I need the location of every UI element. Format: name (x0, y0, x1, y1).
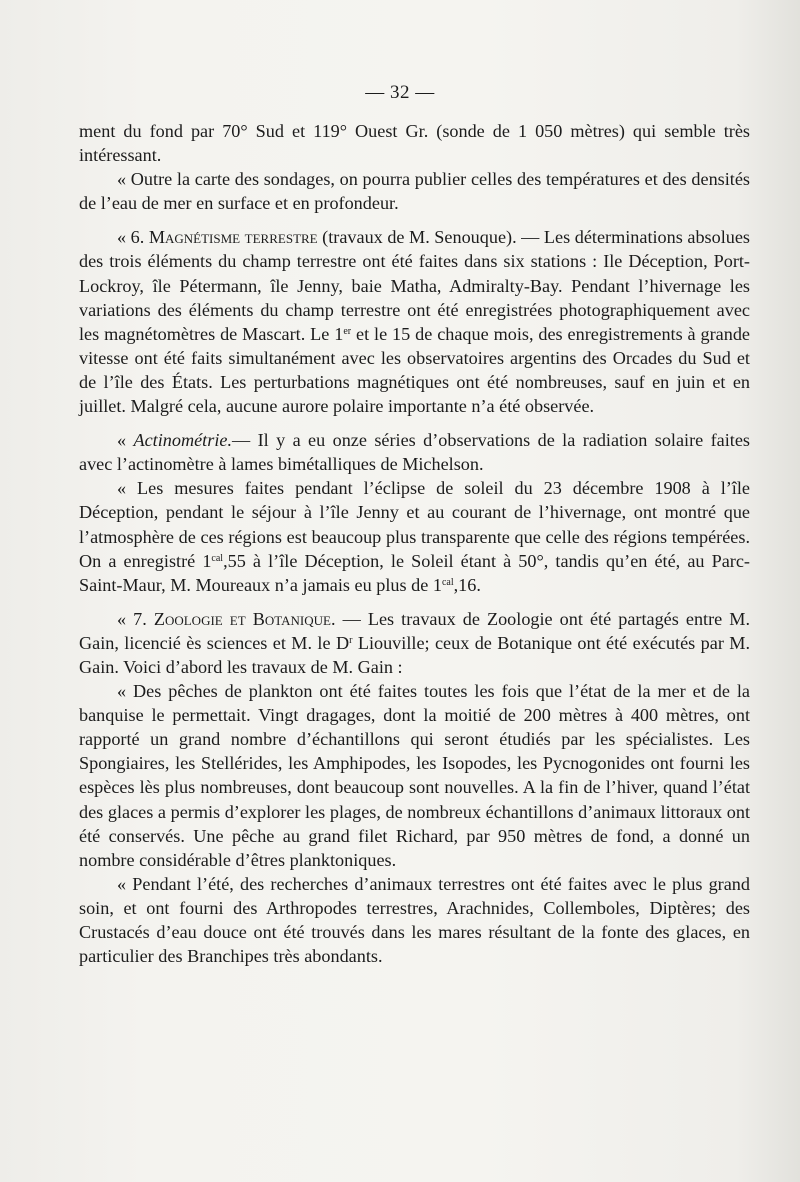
superscript: er (343, 325, 352, 337)
paragraph-text: . — Les travaux de Zoologie ont été partagés entre M. Gain, licencié ès sciences et M. le D (79, 608, 751, 653)
page-number: — 32 — (365, 82, 435, 103)
superscript: cal (441, 576, 454, 588)
section-lead: « 7. (117, 608, 154, 629)
paragraph-magnetism (79, 225, 750, 418)
paragraph-eclipse (79, 476, 750, 596)
paragraph-continuation: ment du fond par 70° Sud et 119° Ouest Gr. (sonde de 1 050 mètres) qui semble très intéressant. (79, 121, 750, 166)
paragraph-text: Liouville; ceux de Botanique ont été exécutés par M. Gain. Voici d’abord les travaux de M. Gain : (79, 632, 750, 677)
section-heading-actinometry: Actinométrie. (133, 430, 232, 451)
paragraph-text: et le 15 de chaque mois, des enregistrements à grande vitesse ont été faits simultanément avec les observatoires argentins des Orcades du Sud et de l’île des États. Les perturbations magnétiques ont été nombreuses, sauf en juin et en juillet. Malgré cela, aucune aurore polaire importante n’a été observée. (79, 323, 751, 417)
superscript: cal (211, 552, 224, 564)
section-lead: « (117, 430, 134, 451)
paragraph-zoology (79, 607, 750, 679)
section-lead: « 6. (117, 227, 149, 248)
paragraph-text: ,16. (453, 574, 481, 595)
section-heading-zoology: Zoologie et Botanique (153, 608, 331, 629)
paragraph-soundings: « Outre la carte des sondages, on pourra publier celles des températures et des densités de l’eau de mer en surface et en profondeur. (79, 169, 750, 214)
paragraph-text: (travaux de M. Senouque). — Les déterminations absolues des trois éléments du champ terrestre ont été faites dans six stations : Ile Déception, Port-Lockroy, île Pétermann, île Jenny, baie Matha, Admiralty-Bay. Pendant l’hivernage les variations des éléments du champ terrestre ont été enregistrées photographiquement avec les magnétomètres de Mascart. Le 1 (79, 227, 751, 344)
paragraph-actinometry (79, 428, 750, 476)
paragraph-text: « Les mesures faites pendant l’éclipse de soleil du 23 décembre 1908 à l’île Déception, pendant le séjour à l’île Jenny et au courant de l’hivernage, ont montré que l’atmosphère de ces régions est beaucoup plus transparente que celle des régions tempérées. On a enregistré 1 (79, 478, 750, 571)
section-heading-magnetism: Magnétisme terrestre (148, 227, 318, 248)
paragraph-plankton: « Des pêches de plankton ont été faites toutes les fois que l’état de la mer et de la banquise le permettait. Vingt dragages, dont la moitié de 200 mètres à 400 mètres, ont rapporté un grand nombre d’échantillons qui seront étudiés par les spécialistes. Les Spongiaires, les Stellérides, les Amphipodes, les Isopodes, les Pycnogonides ont fourni les espèces lès plus nombreuses, dont beaucoup sont nouvelles. A la fin de l’hiver, quand l’état des glaces a permis d’explorer les plages, de nombreux échantillons d’animaux littoraux ont été conservés. Une pêche au grand filet Richard, par 950 mètres de fond, a donné un nombre considérable d’êtres planktoniques. (79, 681, 750, 870)
superscript: r (349, 634, 353, 646)
paragraph-terrestrial: « Pendant l’été, des recherches d’animaux terrestres ont été faites avec le plus grand soin, et ont fourni des Arthropodes terrestres, Arachnides, Collemboles, Diptères; des Crustacés d’eau douce ont été trouvés dans les mares résultant de la fonte des glaces, en particulier des Branchipes très abondants. (79, 873, 750, 967)
paragraph-text: — Il y a eu onze séries d’observations de la radiation solaire faites avec l’actinomètre à lames bimétalliques de Michelson. (79, 430, 750, 475)
paragraph-text: ,55 à l’île Déception, le Soleil étant à 50°, tandis qu’en été, au Parc-Saint-Maur, M. Moureaux n’a jamais eu plus de 1 (79, 550, 750, 595)
text-body (79, 119, 750, 968)
